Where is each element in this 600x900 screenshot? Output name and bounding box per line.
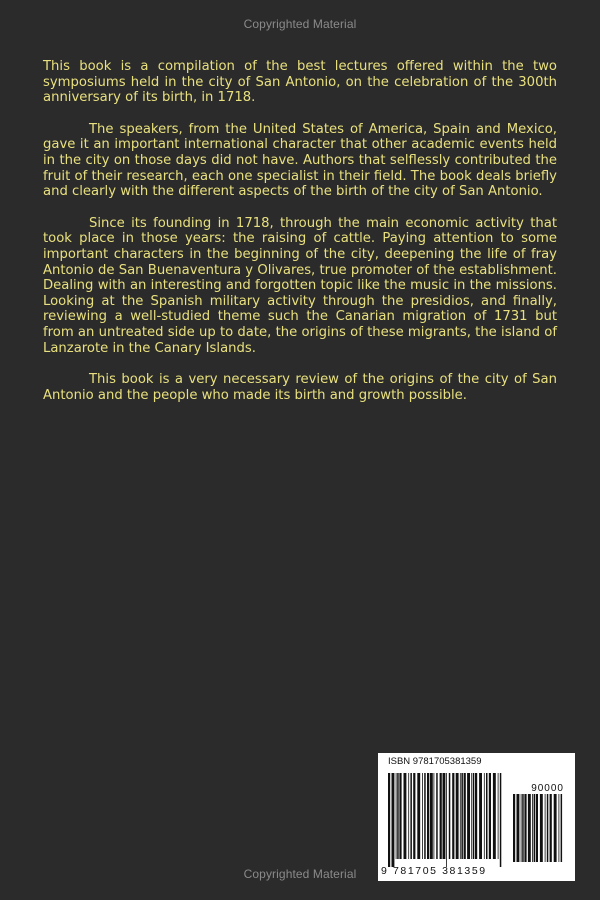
back-cover-blurb bbox=[43, 59, 557, 419]
barcode-bar bbox=[554, 794, 557, 862]
barcode-bar bbox=[498, 773, 499, 859]
barcode-bar bbox=[464, 773, 466, 859]
isbn-label: ISBN 9781705381359 bbox=[388, 756, 482, 767]
barcode-bar bbox=[540, 794, 543, 862]
barcode-bar bbox=[467, 773, 470, 859]
barcode-bar bbox=[460, 773, 461, 859]
barcode-bar bbox=[521, 794, 522, 862]
barcode-bar bbox=[493, 773, 496, 859]
blurb-paragraph-contents: Since its founding in 1718, through the main economic activity that took place in those years: the raising of cattle. Paying attention to some important characters in the beginning of the city, deepening the life of fray Antonio de San Buenaventura y Olivares, true promoter of the establishment. Dealing with an interesting and forgotten topic like the music in the missions. Looking at the Spanish military activity through the presidios, and finally, reviewing a well-studied theme such the Canarian migration of 1731 but from an untreated side up to date, the origins of these migrants, the island of Lanzarote in the Canary Islands. bbox=[43, 215, 557, 356]
price-code-label: 90000 bbox=[531, 783, 564, 794]
barcode-bar bbox=[397, 773, 399, 859]
barcode-bar bbox=[434, 773, 435, 859]
barcode-bar bbox=[443, 773, 446, 859]
ean13-bars bbox=[387, 773, 505, 867]
copyright-watermark-top: Copyrighted Material bbox=[243, 17, 357, 31]
barcode-bar bbox=[399, 773, 401, 859]
barcode-bar bbox=[536, 794, 538, 862]
barcode-bar bbox=[528, 794, 531, 862]
barcode-bar bbox=[517, 794, 520, 862]
barcode-bar bbox=[545, 794, 546, 862]
barcode-bar bbox=[456, 773, 459, 859]
blurb-paragraph-speakers: The speakers, from the United States of America, Spain and Mexico, gave it an important international character that other academic events held in the city on those days did not have. Authors that selflessly contributed the fruit of their research, each one specialist in their field. The book deals briefly and clearly with the different aspects of the birth of the city of San Antonio. bbox=[43, 121, 557, 200]
blurb-paragraph-intro: This book is a compilation of the best lectures offered within the two symposiums held in the city of San Antonio, on the celebration of the 300th anniversary of its birth, in 1718. bbox=[43, 59, 557, 106]
barcode-bar bbox=[489, 773, 491, 859]
barcode-bar bbox=[486, 773, 488, 859]
isbn-barcode bbox=[378, 753, 575, 881]
barcode-bar bbox=[436, 773, 438, 859]
barcode-bar bbox=[452, 773, 454, 859]
barcode-bar bbox=[559, 794, 560, 862]
barcode-bar bbox=[446, 773, 447, 867]
barcode-bar bbox=[408, 773, 409, 859]
barcode-bar bbox=[522, 794, 524, 862]
barcode-bar bbox=[413, 773, 415, 859]
barcode-bar bbox=[532, 794, 533, 862]
barcode-bar bbox=[427, 773, 429, 859]
barcode-bar bbox=[473, 773, 475, 859]
barcode-bar bbox=[440, 773, 442, 859]
barcode-bar bbox=[410, 773, 412, 859]
barcode-bar bbox=[550, 794, 552, 862]
barcode-bar bbox=[396, 773, 397, 859]
barcode-bar bbox=[461, 773, 463, 859]
barcode-bar bbox=[479, 773, 482, 859]
barcode-bar bbox=[475, 773, 477, 859]
barcode-bar bbox=[484, 773, 485, 859]
barcode-bar bbox=[430, 773, 433, 859]
addon-bars bbox=[512, 794, 566, 870]
barcode-bar bbox=[392, 773, 395, 867]
barcode-bar bbox=[388, 773, 390, 867]
barcode-bar bbox=[449, 773, 451, 859]
barcode-bar bbox=[561, 794, 563, 862]
barcode-bar bbox=[422, 773, 423, 859]
barcode-bar bbox=[417, 773, 420, 859]
barcode-bar bbox=[534, 794, 536, 862]
copyright-watermark-bottom: Copyrighted Material bbox=[243, 867, 357, 881]
barcode-bar bbox=[404, 773, 407, 859]
blurb-paragraph-conclusion: This book is a very necessary review of the origins of the city of San Antonio and the people who made its birth and growth possible. bbox=[43, 372, 557, 403]
barcode-bar bbox=[500, 773, 502, 867]
isbn-digits: 9 781705 381359 bbox=[381, 865, 487, 877]
barcode-bar bbox=[513, 794, 515, 862]
barcode-bar bbox=[524, 794, 526, 862]
barcode-bar bbox=[471, 773, 472, 859]
barcode-bar bbox=[547, 794, 549, 862]
barcode-bar bbox=[424, 773, 426, 859]
